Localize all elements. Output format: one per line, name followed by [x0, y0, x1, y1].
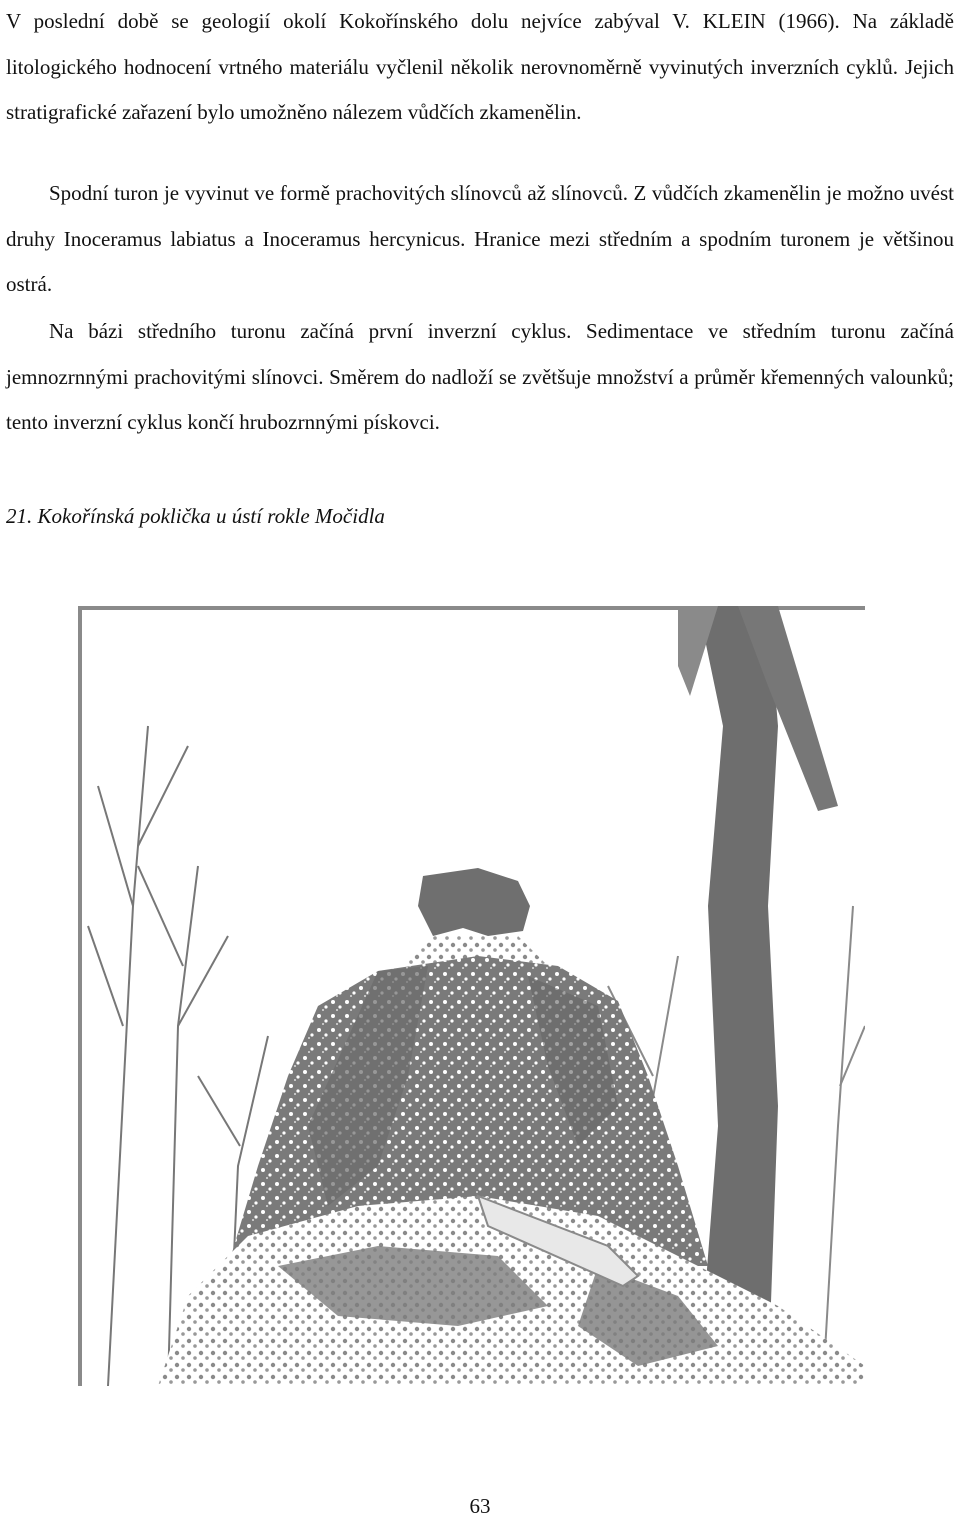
figure-caption: 21. Kokořínská poklička u ústí rokle Močidla [6, 504, 385, 528]
paragraph-1: V poslední době se geologií okolí Kokořínského dolu nejvíce zabýval V. KLEIN (1966). Na základě litologického hodnocení vrtného materiálu vyčlenil několik nerovnoměrně vyvinutých inverzních cyklů. Jejich stratigrafické zařazení bylo umožněno nálezem vůdčích zkamenělin. [6, 9, 954, 124]
rock-formation-photo [78, 606, 865, 1386]
paragraph-2: Spodní turon je vyvinut ve formě prachovitých slínovců až slínovců. Z vůdčích zkamenělin je možno uvést druhy Inoceramus labiatus a Inoceramus hercynicus. Hranice mezi středním a spodním turonem je většinou ostrá. [6, 181, 954, 296]
page-number: 63 [469, 1494, 491, 1518]
photo-illustration [78, 606, 865, 1386]
paragraph-3: Na bázi středního turonu začíná první inverzní cyklus. Sedimentace ve středním turonu začíná jemnozrnnými prachovitými slínovci. Směrem do nadloží se zvětšuje množství a průměr křemenných valounků; tento inverzní cyklus končí hrubozrnnými pískovci. [6, 319, 954, 434]
